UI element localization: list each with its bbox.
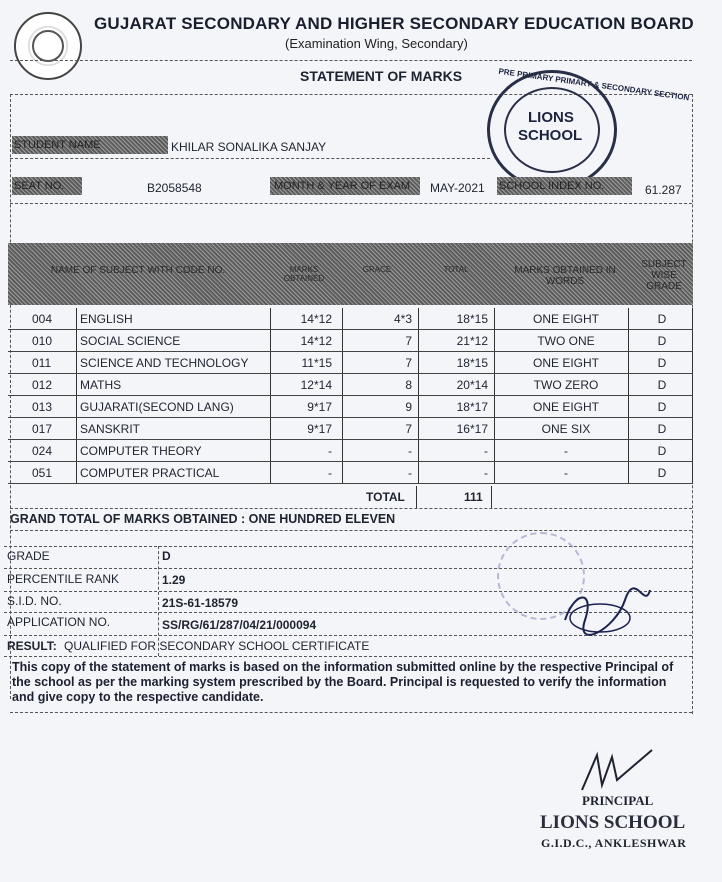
column-divider bbox=[76, 462, 77, 484]
table-row bbox=[8, 396, 693, 418]
table-row bbox=[8, 330, 693, 352]
cell-grade: D bbox=[657, 378, 667, 392]
school-index-label-box bbox=[497, 177, 632, 195]
divider bbox=[10, 530, 692, 531]
column-divider bbox=[270, 330, 271, 352]
divider bbox=[10, 712, 692, 713]
result-value: QUALIFIED FOR SECONDARY SCHOOL CERTIFICATE bbox=[64, 639, 370, 653]
column-divider bbox=[628, 418, 629, 440]
table-row bbox=[8, 308, 693, 330]
student-name-label-box bbox=[12, 136, 168, 154]
total-divider bbox=[491, 486, 492, 508]
column-divider bbox=[342, 352, 343, 374]
table-row bbox=[8, 418, 693, 440]
cell-total: - bbox=[484, 466, 488, 480]
sid-label: S.I.D. NO. bbox=[7, 594, 62, 608]
column-divider bbox=[628, 374, 629, 396]
column-divider bbox=[76, 418, 77, 440]
cell-total: 18*17 bbox=[456, 400, 488, 414]
school-name: LIONS SCHOOL bbox=[540, 812, 686, 833]
divider bbox=[10, 60, 692, 61]
seat-label: SEAT NO. bbox=[14, 180, 65, 192]
percentile-value: 1.29 bbox=[162, 573, 186, 587]
cell-code: 012 bbox=[32, 378, 53, 392]
column-divider bbox=[628, 308, 629, 330]
cell-marks: - bbox=[328, 466, 332, 480]
column-divider bbox=[628, 462, 629, 484]
column-divider bbox=[418, 440, 419, 462]
divider bbox=[4, 656, 692, 657]
column-divider bbox=[76, 440, 77, 462]
cell-subject: COMPUTER THEORY bbox=[80, 444, 202, 458]
grade-value: D bbox=[162, 549, 171, 563]
table-row bbox=[8, 462, 693, 484]
divider bbox=[4, 568, 692, 569]
cell-code: 051 bbox=[32, 466, 53, 480]
cell-marks: 14*12 bbox=[300, 312, 332, 326]
cell-words: TWO ZERO bbox=[533, 378, 599, 392]
column-divider bbox=[270, 462, 271, 484]
cell-subject: SOCIAL SCIENCE bbox=[80, 334, 181, 348]
table-row bbox=[8, 374, 693, 396]
cell-grade: D bbox=[657, 334, 667, 348]
cell-words: TWO ONE bbox=[537, 334, 595, 348]
cell-code: 011 bbox=[32, 356, 52, 370]
cell-code: 010 bbox=[32, 334, 53, 348]
column-divider bbox=[342, 330, 343, 352]
row-divider bbox=[8, 483, 693, 484]
column-divider bbox=[270, 308, 271, 330]
total-label: TOTAL bbox=[366, 490, 405, 504]
board-logo bbox=[14, 12, 82, 80]
column-divider bbox=[418, 396, 419, 418]
principal-signature-footer bbox=[572, 745, 662, 800]
cell-code: 004 bbox=[32, 312, 53, 326]
column-divider bbox=[494, 330, 495, 352]
column-divider bbox=[692, 396, 693, 418]
header-words: MARKS OBTAINED IN WORDS bbox=[514, 265, 616, 287]
column-divider bbox=[270, 440, 271, 462]
sid-value: 21S-61-18579 bbox=[162, 596, 239, 610]
cell-code: 013 bbox=[32, 400, 53, 414]
school-index: 61.287 bbox=[645, 183, 682, 197]
cell-words: - bbox=[564, 444, 568, 458]
cell-extra: - bbox=[408, 444, 412, 458]
cell-extra: 7 bbox=[405, 422, 412, 436]
cell-words: ONE EIGHT bbox=[532, 312, 599, 326]
cell-words: ONE SIX bbox=[541, 422, 591, 436]
cell-grade: D bbox=[657, 400, 667, 414]
column-divider bbox=[342, 418, 343, 440]
column-divider bbox=[270, 396, 271, 418]
cell-marks: 14*12 bbox=[300, 334, 332, 348]
column-divider bbox=[692, 374, 693, 396]
document-title: STATEMENT OF MARKS bbox=[300, 68, 463, 84]
column-divider bbox=[418, 352, 419, 374]
cell-grade: D bbox=[657, 312, 667, 326]
board-title: GUJARAT SECONDARY AND HIGHER SECONDARY EDUCATION BOARD bbox=[94, 14, 694, 33]
column-divider bbox=[342, 308, 343, 330]
cell-total: 18*15 bbox=[456, 356, 488, 370]
cell-extra: 9 bbox=[405, 400, 412, 414]
seat-label-box bbox=[12, 177, 82, 195]
cell-code: 024 bbox=[32, 444, 53, 458]
column-divider bbox=[494, 440, 495, 462]
cell-total: 16*17 bbox=[456, 422, 488, 436]
column-divider bbox=[76, 330, 77, 352]
cell-words: ONE EIGHT bbox=[532, 356, 599, 370]
grand-total: GRAND TOTAL OF MARKS OBTAINED : ONE HUNDRED ELEVEN bbox=[10, 512, 396, 526]
cell-total: 20*14 bbox=[456, 378, 488, 392]
cell-marks: 9*17 bbox=[307, 422, 332, 436]
column-divider bbox=[418, 308, 419, 330]
column-divider bbox=[270, 374, 271, 396]
student-name: KHILAR SONALIKA SANJAY bbox=[171, 140, 327, 154]
column-divider bbox=[494, 308, 495, 330]
column-divider bbox=[494, 352, 495, 374]
disclaimer-note: This copy of the statement of marks is based on the information submitted online by the respective Principal of the school as per the marking system prescribed by the Board. Principal is requested to verify the information and give copy to the respective candidate. bbox=[12, 660, 674, 704]
application-label: APPLICATION NO. bbox=[7, 615, 111, 629]
cell-grade: D bbox=[657, 356, 667, 370]
column-divider bbox=[342, 374, 343, 396]
exam-label: MONTH & YEAR OF EXAM bbox=[274, 180, 411, 192]
cell-subject: MATHS bbox=[80, 378, 122, 392]
column-divider bbox=[418, 330, 419, 352]
column-divider bbox=[418, 418, 419, 440]
cell-grade: D bbox=[657, 422, 667, 436]
cell-marks: - bbox=[328, 444, 332, 458]
column-divider bbox=[418, 374, 419, 396]
column-divider bbox=[76, 374, 77, 396]
column-divider bbox=[628, 440, 629, 462]
cell-grade: D bbox=[657, 466, 667, 480]
cell-total: - bbox=[484, 444, 488, 458]
percentile-label: PERCENTILE RANK bbox=[7, 572, 120, 586]
cell-total: 21*12 bbox=[456, 334, 488, 348]
column-divider bbox=[494, 462, 495, 484]
column-divider bbox=[692, 330, 693, 352]
table-row bbox=[8, 352, 693, 374]
cell-subject: COMPUTER PRACTICAL bbox=[80, 466, 220, 480]
marks-table-header bbox=[8, 243, 693, 305]
column-divider bbox=[692, 440, 693, 462]
header-grace: GRACE bbox=[362, 265, 392, 274]
column-divider bbox=[494, 396, 495, 418]
divider bbox=[10, 203, 692, 204]
cell-code: 017 bbox=[32, 422, 53, 436]
cell-extra: 4*3 bbox=[393, 312, 412, 326]
total-value: 111 bbox=[464, 490, 483, 504]
column-divider bbox=[342, 440, 343, 462]
principal-signature bbox=[555, 580, 655, 640]
table-row bbox=[8, 440, 693, 462]
application-value: SS/RG/61/287/04/21/000094 bbox=[162, 618, 317, 632]
header-total: TOTAL bbox=[443, 265, 469, 274]
column-divider bbox=[628, 330, 629, 352]
cell-extra: 7 bbox=[405, 356, 412, 370]
board-subtitle: (Examination Wing, Secondary) bbox=[285, 36, 468, 51]
column-divider bbox=[418, 462, 419, 484]
cell-subject: SANSKRIT bbox=[80, 422, 141, 436]
cell-marks: 9*17 bbox=[307, 400, 332, 414]
exam-label-box bbox=[270, 177, 420, 195]
cell-grade: D bbox=[657, 444, 667, 458]
grade-label: GRADE bbox=[7, 549, 50, 563]
divider bbox=[4, 546, 692, 547]
header-grade: SUBJECT WISE GRADE bbox=[641, 259, 687, 292]
seat-number: B2058548 bbox=[147, 181, 202, 195]
cell-extra: - bbox=[408, 466, 412, 480]
column-divider bbox=[494, 374, 495, 396]
cell-words: ONE EIGHT bbox=[532, 400, 599, 414]
exam-month-year: MAY-2021 bbox=[430, 181, 485, 195]
student-name-label: STUDENT NAME bbox=[14, 139, 101, 151]
result-label: RESULT: bbox=[7, 639, 57, 653]
cell-marks: 12*14 bbox=[300, 378, 332, 392]
cell-subject: ENGLISH bbox=[80, 312, 133, 326]
principal-label: PRINCIPAL bbox=[582, 793, 654, 808]
header-subject: NAME OF SUBJECT WITH CODE NO. bbox=[50, 265, 226, 276]
school-index-label: SCHOOL INDEX NO. bbox=[499, 180, 605, 192]
column-divider bbox=[76, 352, 77, 374]
cell-extra: 7 bbox=[405, 334, 412, 348]
cell-extra: 8 bbox=[405, 378, 412, 392]
cell-marks: 11*15 bbox=[301, 356, 332, 370]
school-location: G.I.D.C., ANKLESHWAR bbox=[541, 836, 687, 850]
column-divider bbox=[76, 396, 77, 418]
column-divider bbox=[342, 462, 343, 484]
cell-words: - bbox=[564, 466, 568, 480]
cell-subject: GUJARATI(SECOND LANG) bbox=[80, 400, 234, 414]
school-stamp: LIONS SCHOOL PRE PRIMARY PRIMARY & SECONDARY SECTION bbox=[487, 70, 617, 190]
divider bbox=[10, 158, 490, 159]
column-divider bbox=[628, 352, 629, 374]
cell-subject: SCIENCE AND TECHNOLOGY bbox=[80, 356, 249, 370]
column-divider bbox=[494, 418, 495, 440]
column-divider bbox=[692, 462, 693, 484]
column-divider bbox=[692, 308, 693, 330]
column-divider bbox=[692, 352, 693, 374]
column-divider bbox=[692, 418, 693, 440]
column-divider bbox=[628, 396, 629, 418]
cell-total: 18*15 bbox=[456, 312, 488, 326]
total-divider bbox=[416, 486, 417, 508]
column-divider bbox=[76, 308, 77, 330]
column-divider bbox=[270, 352, 271, 374]
header-marks: MARKS OBTAINED bbox=[283, 265, 325, 283]
divider bbox=[10, 508, 692, 509]
column-divider bbox=[342, 396, 343, 418]
column-divider bbox=[270, 418, 271, 440]
